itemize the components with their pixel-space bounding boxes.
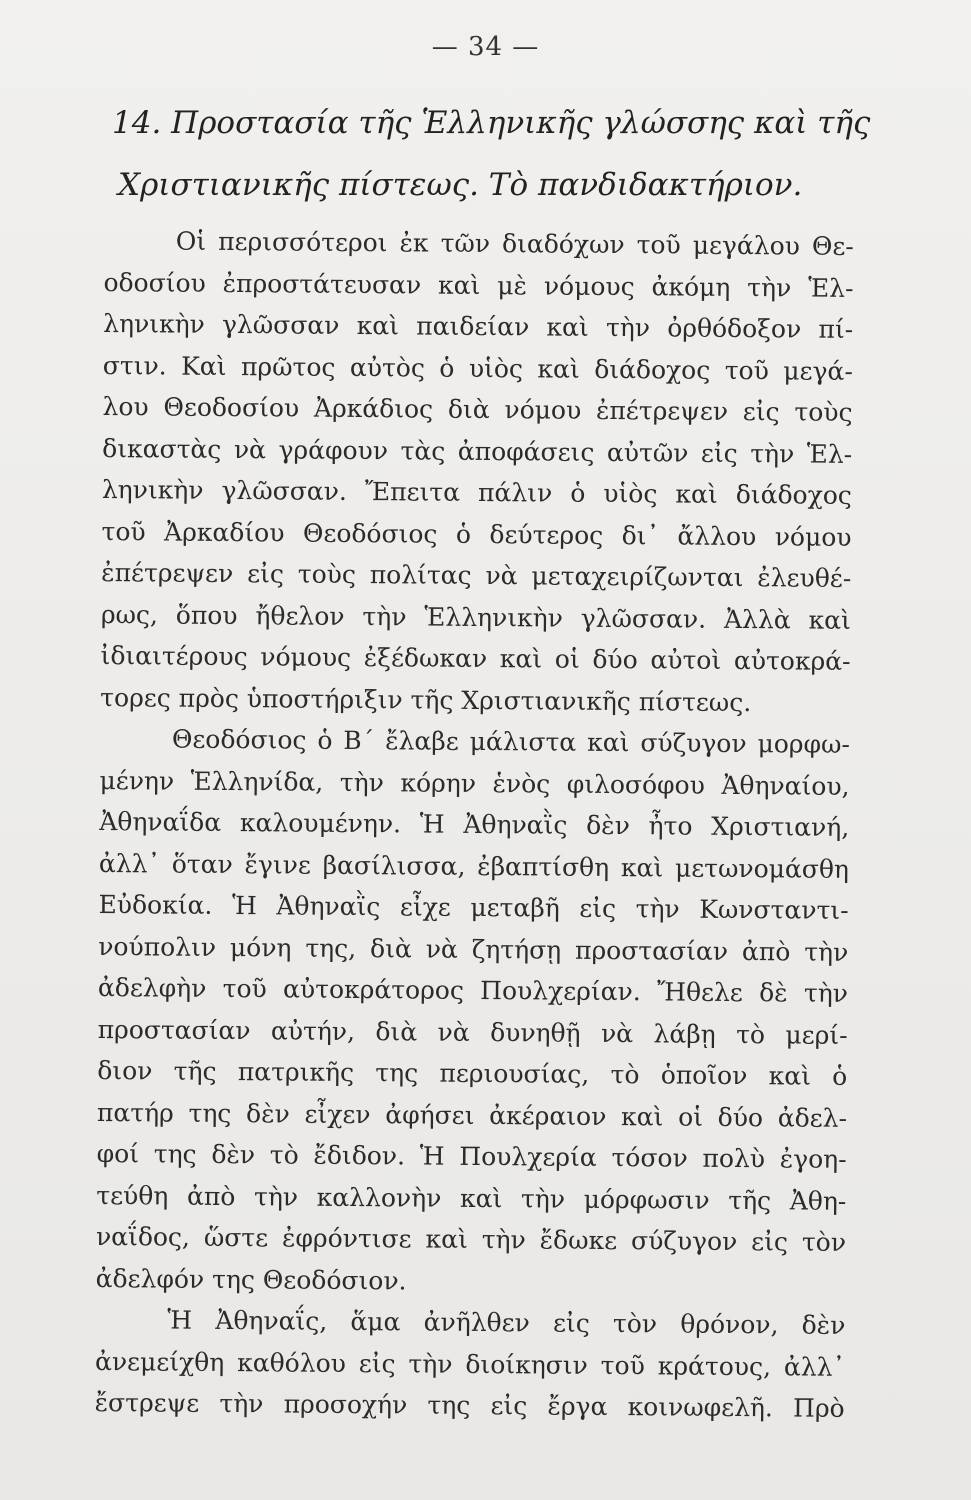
- text-line: ληνικὴν γλῶσσαν καὶ παιδείαν καὶ τὴν ὀρθόδοξον πί-: [103, 308, 854, 344]
- text-line: πατήρ της δὲν εἶχεν ἀφήσει ἀκέραιον καὶ οἱ δύο ἀδελ-: [96, 1097, 848, 1133]
- section-heading-line-1: 14. Προστασία τῆς Ἑλληνικῆς γλώσσης καὶ τῆς: [112, 105, 871, 141]
- text-line: τοῦ Ἀρκαδίου Θεοδόσιος ὁ δεύτερος δι᾽ ἄλλου νόμου: [101, 516, 852, 552]
- text-line: ἀνεμείχθη καθόλου εἰς τὴν διοίκησιν τοῦ κράτους, ἀλλ᾽: [94, 1346, 846, 1382]
- page-number: — 34 —: [431, 32, 540, 62]
- text-line: ἔστρεψε τὴν προσοχήν της εἰς ἔργα κοινωφελῆ. Πρὸ: [94, 1387, 845, 1423]
- text-line: ναΐδος, ὥστε ἐφρόντισε καὶ τὴν ἔδωκε σύζυγον εἰς τὸν: [95, 1221, 847, 1257]
- text-line: ἐπέτρεψεν εἰς τοὺς πολίτας νὰ μεταχειρίζωνται ἐλευθέ-: [101, 557, 852, 593]
- text-line: Οἱ περισσότεροι ἐκ τῶν διαδόχων τοῦ μεγάλου Θε-: [175, 226, 854, 261]
- paragraph-2: [96, 718, 851, 1305]
- text-line: τορες πρὸς ὑποστήριξιν τῆς Χριστιανικῆς πίστεως.: [100, 682, 752, 717]
- text-line: φοί της δὲν τὸ ἔδιδον. Ἡ Πουλχερία τόσον πολὺ ἐγοη-: [96, 1138, 847, 1174]
- section-heading-line-2: Χριστιανικῆς πίστεως. Τὸ πανδιδακτήριον.: [118, 167, 803, 203]
- text-line: ἀδελφὴν τοῦ αὐτοκράτορος Πουλχερίαν. Ἤθελε δὲ τὴν: [97, 972, 849, 1008]
- text-line: προστασίαν αὐτήν, διὰ νὰ δυνηθῇ νὰ λάβῃ τὸ μερί-: [97, 1014, 848, 1050]
- text-line: Ἡ Ἀθηναΐς, ἅμα ἀνῆλθεν εἰς τὸν θρόνον, δὲν: [167, 1305, 846, 1340]
- text-line: νούπολιν μόνη της, διὰ νὰ ζητήσῃ προστασίαν ἀπὸ τὴν: [98, 931, 849, 967]
- text-line: ρως, ὅπου ἤθελον τὴν Ἑλληνικὴν γλῶσσαν. Ἀλλὰ καὶ: [100, 599, 851, 635]
- text-line: ἰδιαιτέρους νόμους ἐξέδωκαν καὶ οἱ δύο αὐτοὶ αὐτοκρά-: [100, 640, 851, 676]
- paragraph-3: [95, 1299, 846, 1429]
- text-line: Θεοδόσιος ὁ Β΄ ἔλαβε μάλιστα καὶ σύζυγον μορφω-: [171, 724, 851, 759]
- text-line: Εὐδοκία. Ἡ Ἀθηναῒς εἶχε μεταβῆ εἰς τὴν Κωνσταντι-: [98, 889, 849, 925]
- paragraph-1: [100, 220, 854, 724]
- text-line: δικαστὰς νὰ γράφουν τὰς ἀποφάσεις αὐτῶν εἰς τὴν Ἑλ-: [102, 433, 853, 469]
- text-line: στιν. Καὶ πρῶτος αὐτὸς ὁ υἱὸς καὶ διάδοχος τοῦ μεγά-: [102, 350, 853, 386]
- body-text: [95, 220, 854, 1429]
- text-line: ἀλλ᾽ ὅταν ἔγινε βασίλισσα, ἐβαπτίσθη καὶ μετωνομάσθη: [98, 848, 850, 884]
- section-heading: [112, 92, 872, 216]
- text-line: μένην Ἑλληνίδα, τὴν κόρην ἑνὸς φιλοσόφου Ἀθηναίου,: [99, 765, 850, 801]
- text-line: ληνικὴν γλῶσσαν. Ἔπειτα πάλιν ὁ υἱὸς καὶ διάδοχος: [101, 474, 852, 510]
- text-line: διον τῆς πατρικῆς της περιουσίας, τὸ ὁποῖον καὶ ὁ: [97, 1055, 848, 1091]
- text-line: ἀδελφόν της Θεοδόσιον.: [95, 1263, 407, 1295]
- text-line: τεύθη ἀπὸ τὴν καλλονὴν καὶ τὴν μόρφωσιν τῆς Ἀθη-: [96, 1180, 847, 1216]
- text-line: Ἀθηναΐδα καλουμένην. Ἡ Ἀθηναῒς δὲν ἦτο Χριστιανή,: [99, 806, 850, 842]
- text-line: οδοσίου ἐπροστάτευσαν καὶ μὲ νόμους ἀκόμη τὴν Ἑλ-: [103, 267, 854, 303]
- text-line: λου Θεοδοσίου Ἀρκάδιος διὰ νόμου ἐπέτρεψεν εἰς τοὺς: [102, 391, 853, 427]
